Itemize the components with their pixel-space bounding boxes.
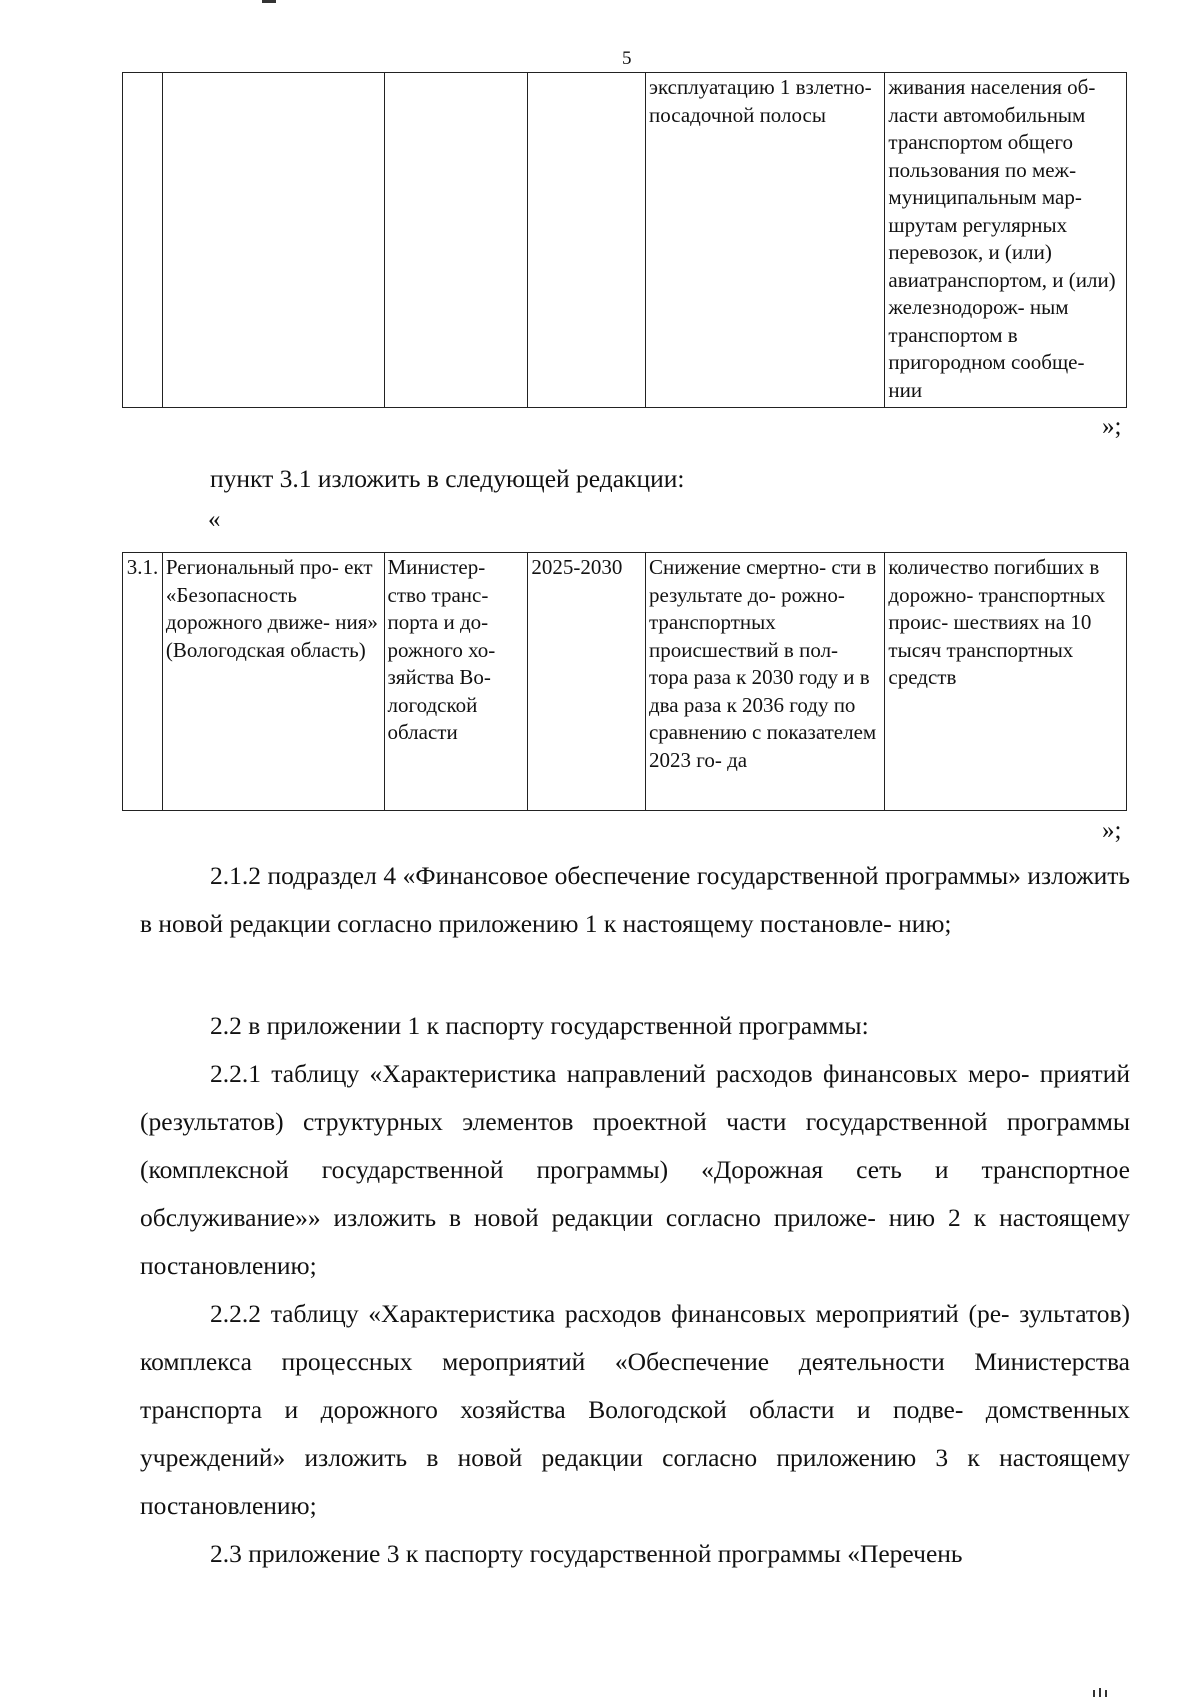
- closing-quote: »;: [1102, 413, 1122, 440]
- table-continuation: [122, 72, 1127, 408]
- crop-mark-bottom: [1099, 1688, 1101, 1697]
- table-cell-indicator: количество погибших в дорожно- транспортных проис- шествиях на 10 тысяч транспортных средств: [885, 553, 1127, 811]
- intro-text: [140, 455, 1130, 503]
- paragraph-text: 2.1.2 подраздел 4 «Финансовое обеспечение государственной программы» изложить в новой редакции согласно приложению 1 к настоящему постановле- нию;: [140, 861, 1130, 938]
- page-number: 5: [622, 48, 632, 69]
- table-cell-responsible: Министер- ство транс- порта и до- рожного хо- зяйства Во- логодской области: [384, 553, 528, 811]
- crop-mark-bottom: [1093, 1690, 1095, 1697]
- table-cell-period: 2025-2030: [528, 553, 646, 811]
- paragraph-2-1-2: [140, 852, 1130, 948]
- table-row: [123, 73, 1127, 408]
- table-cell: [384, 73, 528, 408]
- crop-mark-bottom: [1105, 1690, 1107, 1697]
- table-cell-goal: Снижение смертно- сти в результате до- рожно-транспортных происшествий в пол- тора раза к 2030 году и в два раза к 2036 году по сравнению с показателем 2023 го- да: [645, 553, 884, 811]
- table-cell-number: 3.1.: [123, 553, 163, 811]
- paragraph-text: 2.2.1 таблицу «Характеристика направлений расходов финансовых меро- приятий (результатов) структурных элементов проектной части государственной программы (комплексной государственной программы) «Дорожная сеть и транспортное обслуживание»» изложить в новой редакции согласно приложе- нию 2 к настоящему постановлению;: [140, 1059, 1130, 1280]
- paragraph-2-2-2: [140, 1290, 1130, 1530]
- opening-quote: «: [208, 506, 221, 533]
- table-cell: эксплуатацию 1 взлетно-посадочной полосы: [645, 73, 884, 408]
- table-row: [123, 553, 1127, 811]
- table-cell: живания населения об- ласти автомобильным транспортом общего пользования по меж- муниципальным мар- шрутам регулярных перевозок, и (или) авиатранспортом, и (или) железнодорож- ным транспортом в пригородном сообще- нии: [885, 73, 1127, 408]
- crop-mark-top: [262, 0, 276, 3]
- closing-quote: »;: [1102, 817, 1122, 844]
- paragraph-2-2: [140, 1002, 1130, 1050]
- table-cell: [162, 73, 384, 408]
- paragraph-text: 2.2 в приложении 1 к паспорту государственной программы:: [210, 1011, 869, 1040]
- table-cell: [528, 73, 646, 408]
- paragraph-2-2-1: [140, 1050, 1130, 1290]
- paragraph-2-3: [140, 1530, 1130, 1578]
- table-item-3-1: [122, 552, 1127, 811]
- table-cell: [123, 73, 163, 408]
- paragraph-text: 2.2.2 таблицу «Характеристика расходов финансовых мероприятий (ре- зультатов) комплекса процессных мероприятий «Обеспечение деятельности Министерства транспорта и дорожного хозяйства Вологодской области и подве- домственных учреждений» изложить в новой редакции согласно приложению 3 к настоящему постановлению;: [140, 1299, 1130, 1520]
- intro-text-content: пункт 3.1 изложить в следующей редакции:: [210, 464, 685, 493]
- table-cell-project: Региональный про- ект «Безопасность дорожного движе- ния» (Вологодская область): [162, 553, 384, 811]
- paragraph-text: 2.3 приложение 3 к паспорту государственной программы «Перечень: [210, 1539, 963, 1568]
